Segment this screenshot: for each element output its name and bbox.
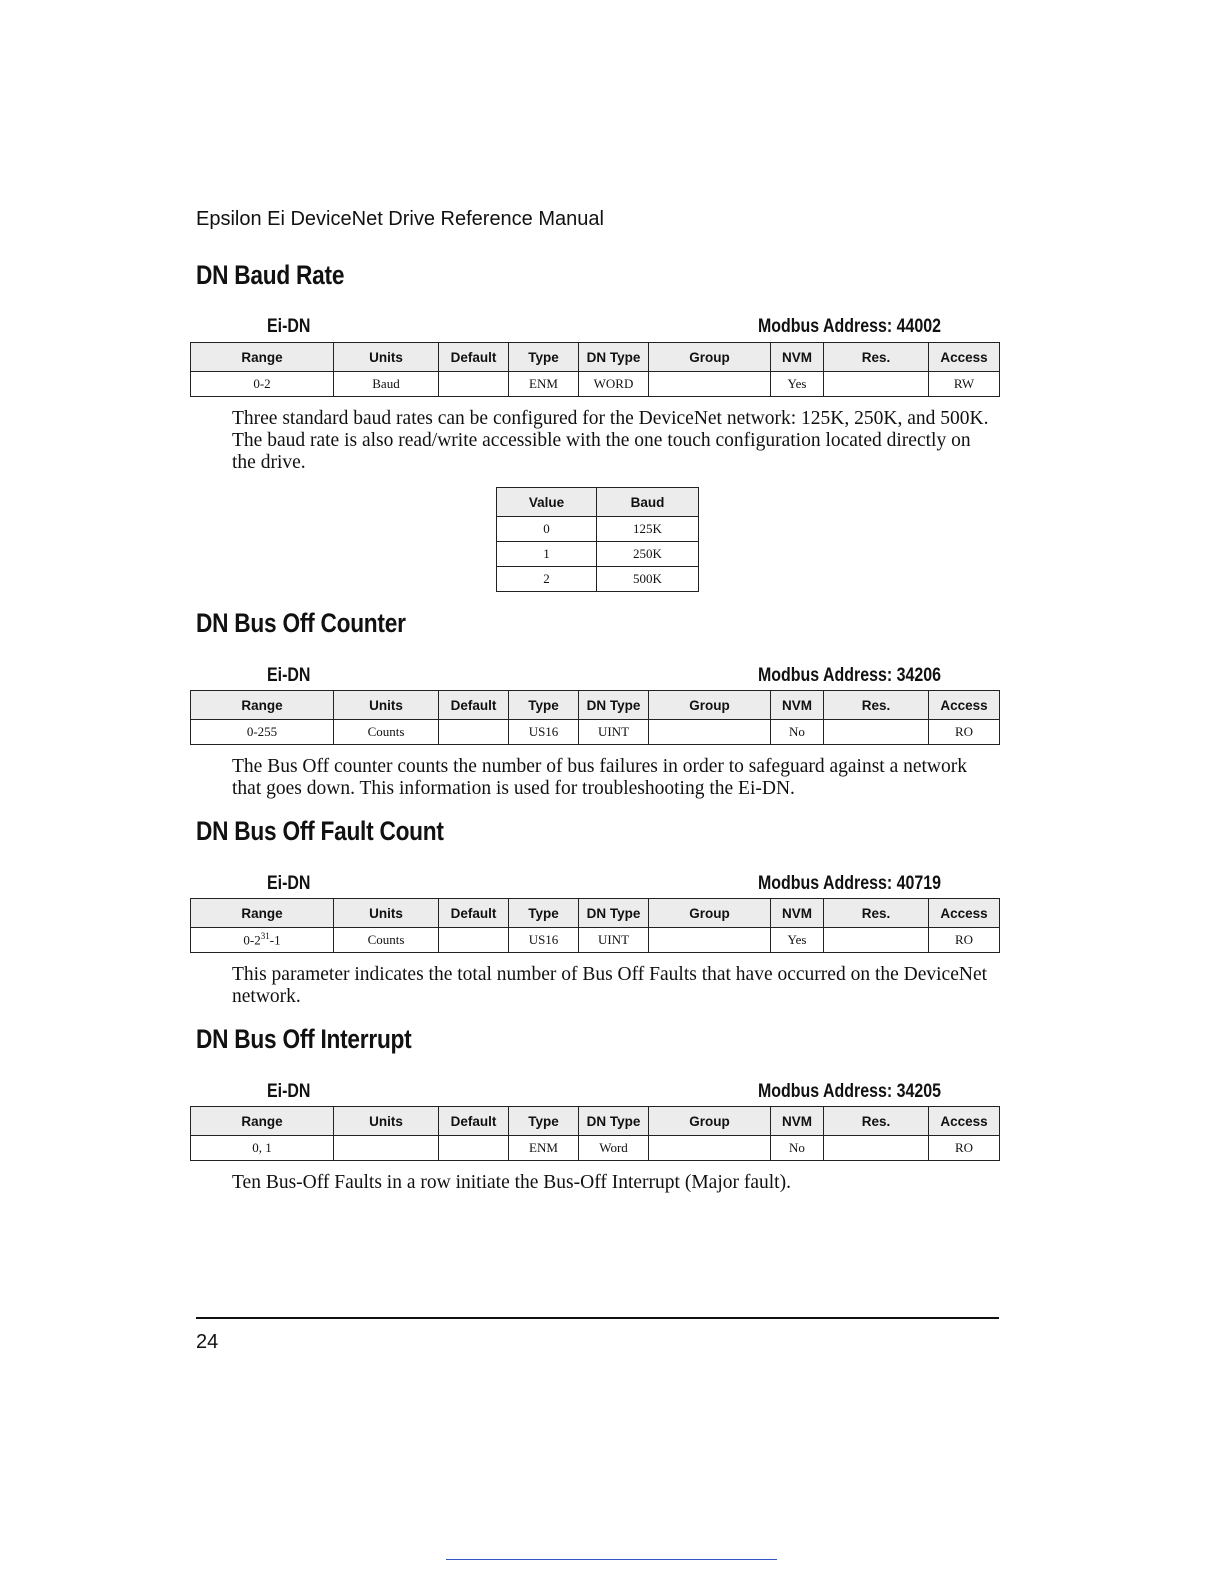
col-dn-type: DN Type: [579, 1107, 649, 1136]
cell-type: ENM: [509, 1136, 579, 1161]
col-type: Type: [509, 343, 579, 372]
table-row: [191, 928, 1000, 953]
col-units: Units: [334, 899, 439, 928]
col-group: Group: [649, 899, 771, 928]
col-baud: Baud: [597, 488, 699, 517]
cell-range: [191, 928, 334, 953]
cell-nvm: Yes: [771, 372, 824, 397]
col-default: Default: [439, 691, 509, 720]
product-label: Ei-DN: [267, 665, 311, 686]
col-type: Type: [509, 691, 579, 720]
col-nvm: NVM: [771, 343, 824, 372]
table-row: [497, 567, 699, 592]
cell-access: RO: [929, 1136, 1000, 1161]
modbus-address: Modbus Address: 40719: [758, 873, 942, 894]
cell-type: US16: [509, 720, 579, 745]
col-dn-type: DN Type: [579, 899, 649, 928]
cell-dn-type: Word: [579, 1136, 649, 1161]
parameter-table-bus-off-fault-count: [190, 898, 1000, 953]
col-dn-type: DN Type: [579, 343, 649, 372]
cell-dn-type: UINT: [579, 720, 649, 745]
cell-type: ENM: [509, 372, 579, 397]
description-bus-off-counter: The Bus Off counter counts the number of bus failures in order to safeguard against a network that goes down. This information is used for troubleshooting the Ei-DN.: [232, 756, 968, 799]
col-group: Group: [649, 343, 771, 372]
table-row: [497, 542, 699, 567]
cell-default: [439, 720, 509, 745]
cell-group: [649, 372, 771, 397]
col-default: Default: [439, 1107, 509, 1136]
col-access: Access: [929, 899, 1000, 928]
cell-range: 0, 1: [191, 1136, 334, 1161]
modbus-address: Modbus Address: 34206: [758, 665, 942, 686]
cell-units: [334, 1136, 439, 1161]
cell-res: [824, 1136, 929, 1161]
section-title-bus-off-counter: DN Bus Off Counter: [196, 608, 406, 638]
table-header-row: [497, 488, 699, 517]
cell-group: [649, 1136, 771, 1161]
col-range: Range: [191, 691, 334, 720]
range-base: 0-2: [243, 932, 261, 948]
col-value: Value: [497, 488, 597, 517]
table-header-row: [191, 1107, 1000, 1136]
col-default: Default: [439, 343, 509, 372]
section-title-baud-rate: DN Baud Rate: [196, 260, 345, 290]
bottom-link-underline: [446, 1559, 777, 1560]
cell-baud: 500K: [597, 567, 699, 592]
table-row: [497, 517, 699, 542]
col-dn-type: DN Type: [579, 691, 649, 720]
cell-dn-type: WORD: [579, 372, 649, 397]
cell-nvm: No: [771, 720, 824, 745]
col-range: Range: [191, 1107, 334, 1136]
col-access: Access: [929, 1107, 1000, 1136]
col-group: Group: [649, 1107, 771, 1136]
col-units: Units: [334, 691, 439, 720]
table-row: [191, 372, 1000, 397]
col-res: Res.: [824, 691, 929, 720]
cell-nvm: No: [771, 1136, 824, 1161]
parameter-table-baud-rate: [190, 342, 1000, 397]
table-header-row: [191, 691, 1000, 720]
range-exponent: 31: [260, 931, 270, 942]
cell-units: Counts: [334, 720, 439, 745]
modbus-address: Modbus Address: 44002: [758, 316, 942, 337]
parameter-table-bus-off-counter: [190, 690, 1000, 745]
cell-value: 0: [497, 517, 597, 542]
col-range: Range: [191, 899, 334, 928]
cell-baud: 125K: [597, 517, 699, 542]
cell-group: [649, 928, 771, 953]
col-res: Res.: [824, 899, 929, 928]
col-nvm: NVM: [771, 899, 824, 928]
section-title-bus-off-fault-count: DN Bus Off Fault Count: [196, 816, 444, 846]
col-type: Type: [509, 1107, 579, 1136]
product-label: Ei-DN: [267, 873, 311, 894]
cell-nvm: Yes: [771, 928, 824, 953]
cell-range: 0-255: [191, 720, 334, 745]
cell-group: [649, 720, 771, 745]
col-res: Res.: [824, 1107, 929, 1136]
col-nvm: NVM: [771, 1107, 824, 1136]
cell-res: [824, 720, 929, 745]
table-row: [191, 720, 1000, 745]
cell-dn-type: UINT: [579, 928, 649, 953]
col-access: Access: [929, 343, 1000, 372]
col-access: Access: [929, 691, 1000, 720]
modbus-address: Modbus Address: 34205: [758, 1081, 942, 1102]
cell-default: [439, 1136, 509, 1161]
description-bus-off-fault-count: This parameter indicates the total number of Bus Off Faults that have occurred on the DeviceNet network.: [232, 964, 988, 1007]
cell-baud: 250K: [597, 542, 699, 567]
footer-divider: [196, 1317, 999, 1319]
cell-access: RO: [929, 928, 1000, 953]
parameter-table-bus-off-interrupt: [190, 1106, 1000, 1161]
table-header-row: [191, 343, 1000, 372]
cell-access: RW: [929, 372, 1000, 397]
col-nvm: NVM: [771, 691, 824, 720]
col-default: Default: [439, 899, 509, 928]
col-units: Units: [334, 1107, 439, 1136]
cell-res: [824, 372, 929, 397]
section-title-bus-off-interrupt: DN Bus Off Interrupt: [196, 1024, 412, 1054]
cell-type: US16: [509, 928, 579, 953]
description-bus-off-interrupt: Ten Bus-Off Faults in a row initiate the Bus-Off Interrupt (Major fault).: [232, 1172, 791, 1193]
cell-units: Counts: [334, 928, 439, 953]
product-label: Ei-DN: [267, 1081, 311, 1102]
cell-units: Baud: [334, 372, 439, 397]
running-header: Epsilon Ei DeviceNet Drive Reference Manual: [196, 208, 604, 230]
cell-default: [439, 928, 509, 953]
table-row: [191, 1136, 1000, 1161]
range-tail: -1: [269, 932, 281, 948]
cell-default: [439, 372, 509, 397]
col-group: Group: [649, 691, 771, 720]
product-label: Ei-DN: [267, 316, 311, 337]
baud-value-table: [496, 487, 699, 592]
page-number: 24: [196, 1331, 219, 1353]
col-units: Units: [334, 343, 439, 372]
cell-value: 2: [497, 567, 597, 592]
description-baud-rate: Three standard baud rates can be configured for the DeviceNet network: 125K, 250K, and 500K. The baud rate is also read/write accessible with the one touch configuration located directly on the drive.: [232, 408, 989, 473]
col-res: Res.: [824, 343, 929, 372]
cell-res: [824, 928, 929, 953]
cell-value: 1: [497, 542, 597, 567]
col-range: Range: [191, 343, 334, 372]
cell-range: 0-2: [191, 372, 334, 397]
col-type: Type: [509, 899, 579, 928]
cell-access: RO: [929, 720, 1000, 745]
table-header-row: [191, 899, 1000, 928]
